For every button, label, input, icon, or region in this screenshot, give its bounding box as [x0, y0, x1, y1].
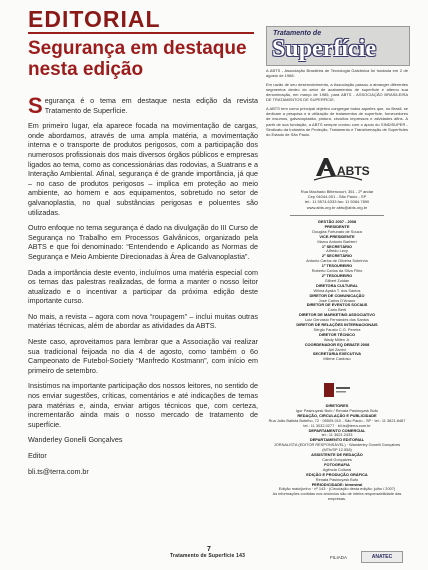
affiliate-label: FILIADA [330, 555, 348, 560]
sindisuper-logo [322, 381, 352, 399]
association-address [266, 189, 408, 210]
board-heading: PRESIDENTE [324, 223, 350, 229]
editorial-body [28, 93, 258, 482]
credit-name: Agência Cultural [322, 466, 352, 472]
board-term: GESTÃO 2007 - 2008 [317, 219, 357, 224]
board-heading: 2º SECRETÁRIO [321, 253, 353, 259]
credit-heading: DEPARTAMENTO COMERCIAL [308, 427, 366, 433]
headline [28, 38, 258, 80]
abts-logo-text: ABTS [337, 164, 370, 178]
abts-logo [310, 150, 370, 186]
footer-title: Tratamento de Superfície 143 [170, 553, 246, 559]
intro-paragraph: A ABTS tem como principal objetivo congregar todos aqueles que, no Brasil, se dedicam a pesquisa e à utilização de tratamentos de superfície, fornecedores de insumos, galvanoplastia, pintura, circuitos impressos e atividades afins. A partir de sua fundação, a ABTS sempre contou com o apoio do SINDISUPER - Sindicato da Indústria de Proteção, Tratamento e Transformação de Superfícies do Estado de São Paulo. [266, 105, 408, 138]
credit-name: tel.: 11 3621.2433 [321, 432, 353, 438]
board-heading: COORDENADOR EQ DEBATE 2008 [304, 341, 370, 347]
headline-line-1: Segurança em destaque [28, 38, 247, 59]
intro-paragraph: A ABTS - Associação Brasileira de Tecnologia Galvânica foi fundada em 2 de agosto de 1968. [266, 68, 408, 79]
board-heading: SECRETÁRIA EXECUTIVA [312, 351, 362, 357]
magazine-masthead [266, 26, 410, 66]
masthead-title: Superfície [272, 36, 376, 62]
paragraph-1 [28, 93, 258, 118]
board-heading: DIRETORA CULTURAL [315, 282, 359, 288]
credit-heading: FOTOGRAFIA [324, 461, 350, 467]
board-directory [266, 220, 408, 362]
credit-heading: DIRETORES [325, 403, 349, 408]
paragraph-3: Outro enfoque no tema segurança é dado na divulgação do III Curso de Segurança no Trabalho em Processos Galvânicos, organizado pela ABTS e que foi denominado: “Entendendo e Aplicando as Normas de Segurança e Meio Ambiente Direcionadas à Área de Galvanoplastia”. [28, 223, 258, 261]
credit-name: Edição maio/junho · nº 143 · (Circulação desta edição: julho / 2007) [278, 486, 396, 492]
address-line: Rua Machado Bittencourt, 361 - 2º andar [300, 189, 374, 194]
credit-heading: ASSISTENTE DE REDAÇÃO [311, 452, 363, 458]
board-list [266, 225, 408, 362]
credit-name: As informações contidas nos anúncios são de inteira responsabilidade das empresas. [272, 491, 402, 502]
credit-heading: EDIÇÃO E PRODUÇÃO GRÁFICA [306, 471, 368, 477]
paragraph-6: Neste caso, aproveitamos para lembrar que a Associação vai realizar sua tradicional feijoada no dia 4 de agosto, como também o 6o Campeonato de Futebol-Society “Manfredo Kostmann”, com início em primeiro de setembro. [28, 337, 258, 375]
board-heading: VICE-PRESIDENTE [319, 233, 355, 239]
paragraph-7: Insistimos na importante participação dos nossos leitores, no sentido de nos enviar sugestões, críticas, comentários e até indicações de temas para matérias e, ainda, enviar artigos técnicos que, com certeza, incrementarão ainda mais o nosso mercado de tratamento de superfície. [28, 381, 258, 429]
address-line: Cep 04044-001 - São Paulo - SP [307, 194, 367, 200]
paragraph-4: Dada a importância deste evento, incluímos uma matéria especial com os temas das palestras realizadas, de forma a manter o nosso leitor atualizado e o incentivar a participar da próxima edição deste importante curso. [28, 267, 258, 306]
board-heading: DIRETOR DE MARKETING ASSOCIATIVO [298, 312, 375, 318]
board-name: Luiz Gervasio Fernandes dos Santos [304, 317, 369, 323]
board-heading: DIRETOR TÉCNICO [318, 331, 356, 337]
address-line: tel.: 11 5574.6333 fax: 11 5084.7890 [304, 199, 370, 205]
masthead-subtitle: Tratamento de [273, 30, 322, 37]
credit-name: Renata Pasinuyzsk Bufo [315, 476, 359, 482]
credit-heading: REDAÇÃO, CIRCULAÇÃO E PUBLICIDADE [297, 412, 377, 418]
board-name: Wady Millen Jr. [323, 336, 351, 342]
board-name: Marco Antonio Barbieri [317, 238, 357, 244]
address-line: www.abts.org.br abts@abts.org.br [306, 204, 368, 210]
signature-role: Editor [28, 451, 47, 460]
board-heading: DIRETOR DE RELAÇÕES INTERNACIONAIS [296, 322, 378, 328]
board-heading: DIRETOR DE COMUNICAÇÃO [309, 292, 365, 298]
paragraph-5: No mais, a revista – agora com nova “roupagem” – inclui muitas outras matérias técnicas, além de abordar as atividades da ABTS. [28, 311, 258, 331]
board-heading: 1º TESOUREIRO [321, 263, 353, 269]
board-name: Milene Cardoso [323, 356, 351, 362]
publisher-credits [266, 404, 408, 502]
board-name: Wilma Ayako T. dos Santos [313, 287, 361, 293]
board-heading: DIRETOR DE EVENTOS SOCIAIS [306, 302, 368, 308]
signature-name: Wanderley Gonelli Gonçalves [28, 435, 123, 445]
anatec-logo: ANATEC [361, 551, 403, 563]
signature-email: bli.ts@terra.com.br [28, 466, 89, 476]
board-name: Carlo Berti [327, 307, 347, 313]
board-name: Antonio Carlos de Oliveira Sobrinho [306, 258, 368, 264]
paragraph-1-text: egurança é o tema em destaque nesta edição da revista Tratamento de Superfície. [44, 96, 258, 115]
credit-heading: DEPARTAMENTO EDITORIAL [309, 437, 365, 443]
board-name: Airi Zanini [328, 346, 346, 352]
credit-list [266, 404, 408, 502]
board-heading: 2º TESOUREIRO [321, 272, 353, 278]
credit-heading: PERIODICIDADE: bimestral [311, 481, 363, 487]
credit-name: Igor Pasinuyzsk Bufo / Renata Pasinuyzsk Bufo [295, 407, 379, 413]
association-intro [266, 68, 408, 141]
credit-name: Rua João Batista Botelho, 72 · 05509-010 - São Paulo - SP · tel.: 11 3621.8487 tel.: 11 3032.0277 · bli.ts@terra.com.br [268, 417, 406, 428]
board-name: Douglas Fortunato de Souza [312, 228, 362, 234]
section-rule [28, 32, 254, 34]
divider [290, 215, 384, 216]
credit-name: JORNALISTA (EDITOR RESPONSÁVEL) · Wanderley Gonelli Gonçalves (MTb/SP 12.558) [273, 442, 401, 453]
sidebar [266, 26, 408, 560]
board-name: Gilbert Zoldan [324, 277, 350, 283]
headline-line-2: nesta edição [28, 59, 144, 80]
page-number: 7 [207, 546, 211, 553]
section-title: EDITORIAL [28, 6, 161, 32]
board-name: Roberto Carlos da Silva Filho [311, 268, 363, 274]
paragraph-2: Em primeiro lugar, ela aparece focada na movimentação de cargas, onde abordamos, através de uma ampla matéria, a movimentação interna e o transporte de produtos perigosos, com a participação dos numerosos profissionais dos mais diversos órgãos públicos e empresas ligados ao tema, como as concessionárias das rodovias, a Suatrans e a Interação Ambiental. Afinal, segurança é de grande importância, já que – no caso de produtos perigosos – implica em proteção ao meio ambiente, ao homem e aos equipamentos, sobretudo no setor de galvanoplastia, no qual substâncias perigosas e poluentes são utilizadas. [28, 121, 258, 217]
credit-name: Caroli Gonçalves [322, 456, 352, 462]
board-name: Sérgio Fausto C.G. Pereira [313, 326, 361, 332]
board-heading: 1º SECRETÁRIO [321, 243, 353, 249]
intro-paragraph: Em razão de seu desenvolvimento, a Associação passou a abranger diferentes segmentos dentro do setor de acabamentos de superfície e alterou sua denominação, em março de 1985, para ABTS - ASSOCIAÇÃO BRASILEIRA DE TRATAMENTOS DE SUPERFÍCIE. [266, 81, 408, 103]
board-name: Alfredo Levy [326, 248, 348, 254]
board-name: José Carlos D'Amaro [318, 297, 356, 303]
drop-cap: S [28, 93, 43, 118]
